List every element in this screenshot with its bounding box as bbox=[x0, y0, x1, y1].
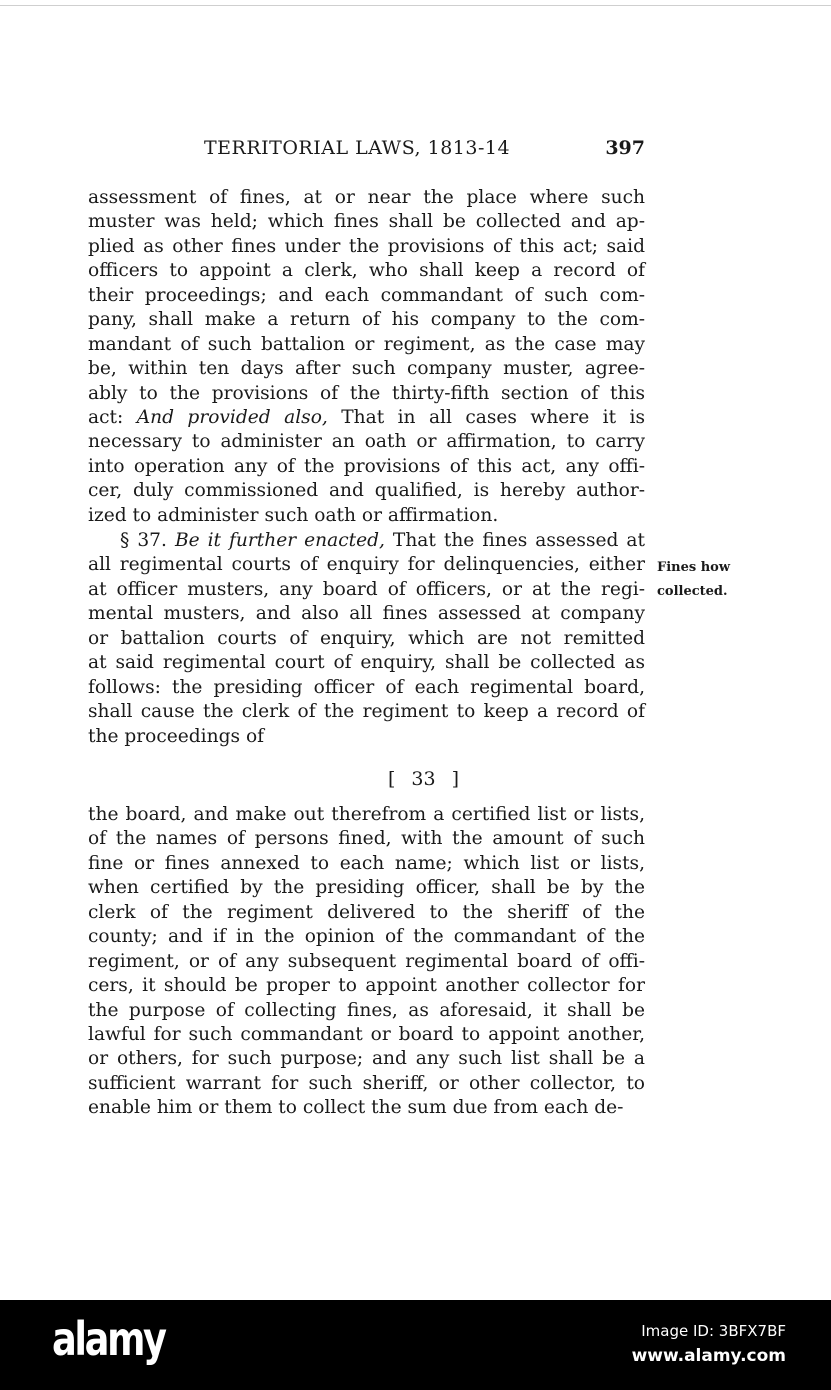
text-segment: enable him or them to collect the sum due from each de- bbox=[88, 1097, 624, 1119]
text-segment: or others, for such purpose; and any such list shall be a bbox=[88, 1048, 645, 1070]
text-segment: or battalion courts of enquiry, which are not remitted bbox=[88, 627, 645, 649]
text-line bbox=[88, 1047, 645, 1071]
text-line bbox=[88, 1096, 645, 1120]
alamy-logo: alamy bbox=[52, 1312, 165, 1366]
text-line bbox=[88, 406, 645, 430]
text-segment: ably to the provisions of the thirty-fifth section of this bbox=[88, 382, 645, 404]
text-segment: mandant of such battalion or regiment, as the case may bbox=[88, 333, 645, 355]
text-line bbox=[88, 259, 645, 283]
text-line bbox=[88, 700, 645, 724]
text-segment: cers, it should be proper to appoint another collector for bbox=[88, 975, 645, 997]
watermark-banner bbox=[0, 1300, 831, 1390]
text-line bbox=[88, 827, 645, 851]
text-line bbox=[88, 308, 645, 332]
text-line bbox=[88, 1072, 645, 1096]
text-line bbox=[88, 186, 645, 210]
text-segment: shall cause the clerk of the regiment to keep a record of bbox=[88, 701, 645, 723]
text-line bbox=[88, 925, 645, 949]
text-line bbox=[88, 725, 645, 749]
text-line bbox=[88, 357, 645, 381]
text-segment: be, within ten days after such company muster, agree- bbox=[88, 358, 645, 380]
text-segment: at said regimental court of enquiry, shall be collected as bbox=[88, 652, 645, 674]
page-number: 397 bbox=[605, 137, 645, 159]
text-segment: That the fines assessed at bbox=[384, 530, 645, 551]
text-segment: the board, and make out therefrom a certified list or lists, bbox=[88, 804, 645, 825]
margin-note bbox=[657, 556, 730, 604]
text-segment: follows: the presiding officer of each regimental board, bbox=[88, 676, 645, 698]
text-line bbox=[88, 284, 645, 308]
text-line bbox=[88, 803, 645, 827]
image-id: Image ID: 3BFX7BF bbox=[641, 1322, 786, 1340]
text-line bbox=[88, 430, 645, 454]
scan-edge-line bbox=[0, 5, 831, 6]
text-line bbox=[88, 578, 645, 602]
text-line bbox=[88, 1023, 645, 1047]
text-line bbox=[88, 529, 645, 553]
text-segment: all regimental courts of enquiry for delinquencies, either bbox=[88, 554, 645, 576]
text-segment: clerk of the regiment delivered to the sheriff of the bbox=[88, 901, 645, 923]
text-segment: sufficient warrant for such sheriff, or other collector, to bbox=[88, 1072, 645, 1094]
text-line bbox=[88, 950, 645, 974]
text-line bbox=[88, 999, 645, 1023]
text-line bbox=[88, 210, 645, 234]
text-line bbox=[88, 651, 645, 675]
text-segment: the proceedings of bbox=[88, 725, 265, 747]
text-segment: muster was held; which fines shall be collected and ap- bbox=[88, 211, 645, 233]
text-segment: fine or fines annexed to each name; which list or lists, bbox=[88, 852, 645, 874]
italic-text: Be it further enacted, bbox=[174, 530, 385, 551]
site-url: www.alamy.com bbox=[631, 1346, 786, 1366]
text-segment: § 37. bbox=[88, 530, 175, 551]
paragraph-section-37 bbox=[88, 529, 645, 749]
text-segment: That in all cases where it is bbox=[327, 406, 645, 428]
text-segment: at officer musters, any board of officers, or at the regi- bbox=[88, 578, 645, 600]
text-line bbox=[88, 974, 645, 998]
text-line bbox=[88, 627, 645, 651]
original-page-marker: [ 33 ] bbox=[387, 768, 460, 790]
text-segment: assessment of fines, at or near the place where such bbox=[88, 187, 645, 208]
text-segment: ized to administer such oath or affirmation. bbox=[88, 504, 499, 526]
text-line bbox=[88, 553, 645, 577]
text-segment: plied as other fines under the provisions of this act; said bbox=[88, 235, 645, 257]
paragraph-continued bbox=[88, 803, 645, 1121]
margin-note-line: Fines how bbox=[657, 560, 731, 575]
text-segment: the purpose of collecting fines, as aforesaid, it shall be bbox=[88, 999, 645, 1021]
italic-text: And provided also, bbox=[136, 406, 328, 428]
text-line bbox=[88, 676, 645, 700]
text-segment: of the names of persons fined, with the amount of such bbox=[88, 828, 645, 850]
text-line bbox=[88, 479, 645, 503]
text-line bbox=[88, 901, 645, 925]
text-line bbox=[88, 504, 645, 528]
margin-note-line: collected. bbox=[657, 584, 728, 599]
text-segment: into operation any of the provisions of this act, any offi- bbox=[88, 455, 645, 477]
paragraph-continuation bbox=[88, 186, 645, 528]
text-segment: necessary to administer an oath or affirmation, to carry bbox=[88, 431, 645, 453]
text-segment: officers to appoint a clerk, who shall keep a record of bbox=[88, 260, 645, 282]
text-line bbox=[88, 235, 645, 259]
text-line bbox=[88, 602, 645, 626]
text-segment: county; and if in the opinion of the commandant of the bbox=[88, 926, 645, 948]
text-segment: lawful for such commandant or board to appoint another, bbox=[88, 1023, 645, 1045]
text-line bbox=[88, 455, 645, 479]
text-line bbox=[88, 382, 645, 406]
text-segment: cer, duly commissioned and qualified, is hereby author- bbox=[88, 480, 645, 502]
text-line bbox=[88, 852, 645, 876]
text-segment: when certified by the presiding officer, shall be by the bbox=[88, 877, 645, 899]
text-segment: mental musters, and also all fines assessed at company bbox=[88, 603, 645, 625]
text-segment: act: bbox=[88, 406, 137, 428]
text-segment: their proceedings; and each commandant of such com- bbox=[88, 284, 645, 306]
text-line bbox=[88, 876, 645, 900]
text-segment: pany, shall make a return of his company to the com- bbox=[88, 309, 645, 331]
text-line bbox=[88, 333, 645, 357]
text-segment: regiment, or of any subsequent regimental board of offi- bbox=[88, 950, 645, 972]
header-title: TERRITORIAL LAWS, 1813-14 bbox=[204, 137, 511, 159]
running-header bbox=[88, 137, 645, 163]
